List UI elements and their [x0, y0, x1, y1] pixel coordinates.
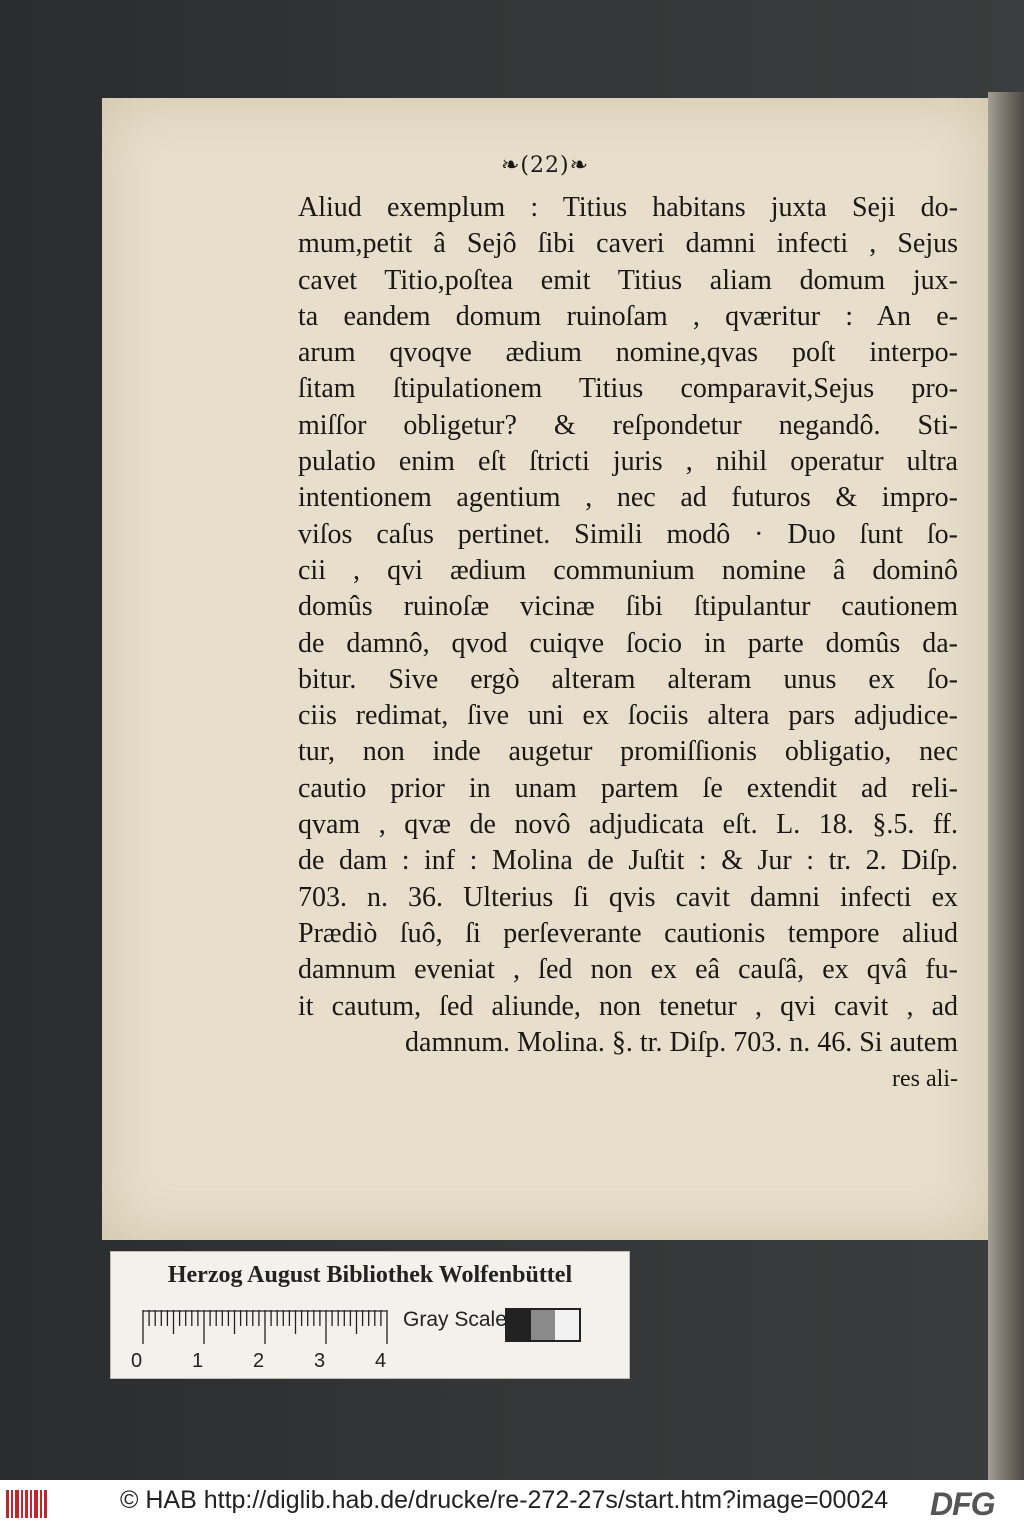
- ruler-scale: [137, 1310, 397, 1344]
- text-line: de damnô, qvod cuiqve ſocio in parte domûs da-: [298, 627, 958, 659]
- text-line: cavet Titio,poſtea emit Titius aliam domum jux-: [298, 264, 958, 296]
- ruler-number: 3: [314, 1350, 326, 1372]
- copyright-url[interactable]: © HAB http://diglib.hab.de/drucke/re-272-27s/start.htm?image=00024: [120, 1486, 889, 1514]
- text-line: bitur. Sive ergò alteram alteram unus ex ſo-: [298, 663, 958, 695]
- barcode-icon: [6, 1490, 48, 1518]
- ruler-number: 1: [192, 1350, 204, 1372]
- text-line: domûs ruinoſæ vicinæ ſibi ſtipulantur cautionem: [298, 591, 958, 623]
- text-line: ſitam ſtipulationem Titius comparavit,Sejus pro-: [298, 373, 958, 405]
- page-header: ❧(22)❧: [500, 153, 590, 178]
- library-title: Herzog August Bibliothek Wolfenbüttel: [167, 1262, 573, 1288]
- text-line: damnum eveniat , ſed non ex eâ cauſâ, ex qvâ fu-: [298, 954, 958, 986]
- text-line: intentionem agentium , nec ad futuros & impro-: [298, 482, 958, 514]
- text-line: pulatio enim eſt ſtricti juris , nihil operatur ultra: [298, 446, 958, 478]
- gray-swatch: [531, 1310, 555, 1340]
- gray-swatch: [507, 1310, 531, 1340]
- text-line: cii , qvi ædium communium nomine â dominô: [298, 554, 958, 586]
- page-text-block: [298, 190, 958, 1097]
- library-label: [110, 1251, 630, 1379]
- text-line: arum qvoqve ædium nomine,qvas poſt interpo-: [298, 337, 958, 369]
- text-line: 703. n. 36. Ulterius ſi qvis cavit damni infecti ex: [298, 881, 958, 913]
- text-line: cautio prior in unam partem ſe extendit ad reli-: [298, 772, 958, 804]
- text-line: ciis redimat, ſive uni ex ſociis altera pars adjudice-: [298, 700, 958, 732]
- text-line: Aliud exemplum : Titius habitans juxta Seji do-: [298, 192, 958, 223]
- book-spine-edge: [988, 92, 1024, 1480]
- book-page: [102, 98, 988, 1240]
- ruler-number: 4: [375, 1350, 387, 1372]
- dfg-logo: DFG: [930, 1486, 995, 1522]
- text-line: mum,petit â Sejô ſibi caveri damni infecti , Sejus: [298, 228, 958, 260]
- text-line: ta eandem domum ruinoſam , qværitur : An e-: [298, 300, 958, 332]
- text-line: it cautum, ſed aliunde, non tenetur , qvi cavit , ad: [298, 990, 958, 1022]
- text-line: qvam , qvæ de novô adjudicata eſt. L. 18. §.5. ff.: [298, 809, 958, 841]
- gray-swatch: [555, 1310, 579, 1340]
- text-line: de dam : inf : Molina de Juſtit : & Jur : tr. 2. Diſp.: [298, 845, 958, 877]
- catchword: res ali-: [892, 1066, 958, 1093]
- text-line: viſos caſus pertinet. Simili modô · Duo ſunt ſo-: [298, 518, 958, 550]
- ruler-number: 0: [131, 1350, 143, 1372]
- gray-scale-label: Gray Scale: [403, 1308, 507, 1331]
- viewer-footer: [0, 1480, 1024, 1526]
- text-line: tur, non inde augetur promiſſionis obligatio, nec: [298, 736, 958, 768]
- ruler-number: 2: [253, 1350, 265, 1372]
- ruler-numbers: [131, 1350, 401, 1374]
- text-line: damnum. Molina. §. tr. Diſp. 703. n. 46. Si autem: [405, 1026, 958, 1058]
- text-line: Prædiò ſuô, ſi perſeverante cautionis tempore aliud: [298, 917, 958, 949]
- text-line: miſſor obligetur? & reſpondetur negandô. Sti-: [298, 409, 958, 441]
- gray-scale-swatches: [505, 1308, 581, 1342]
